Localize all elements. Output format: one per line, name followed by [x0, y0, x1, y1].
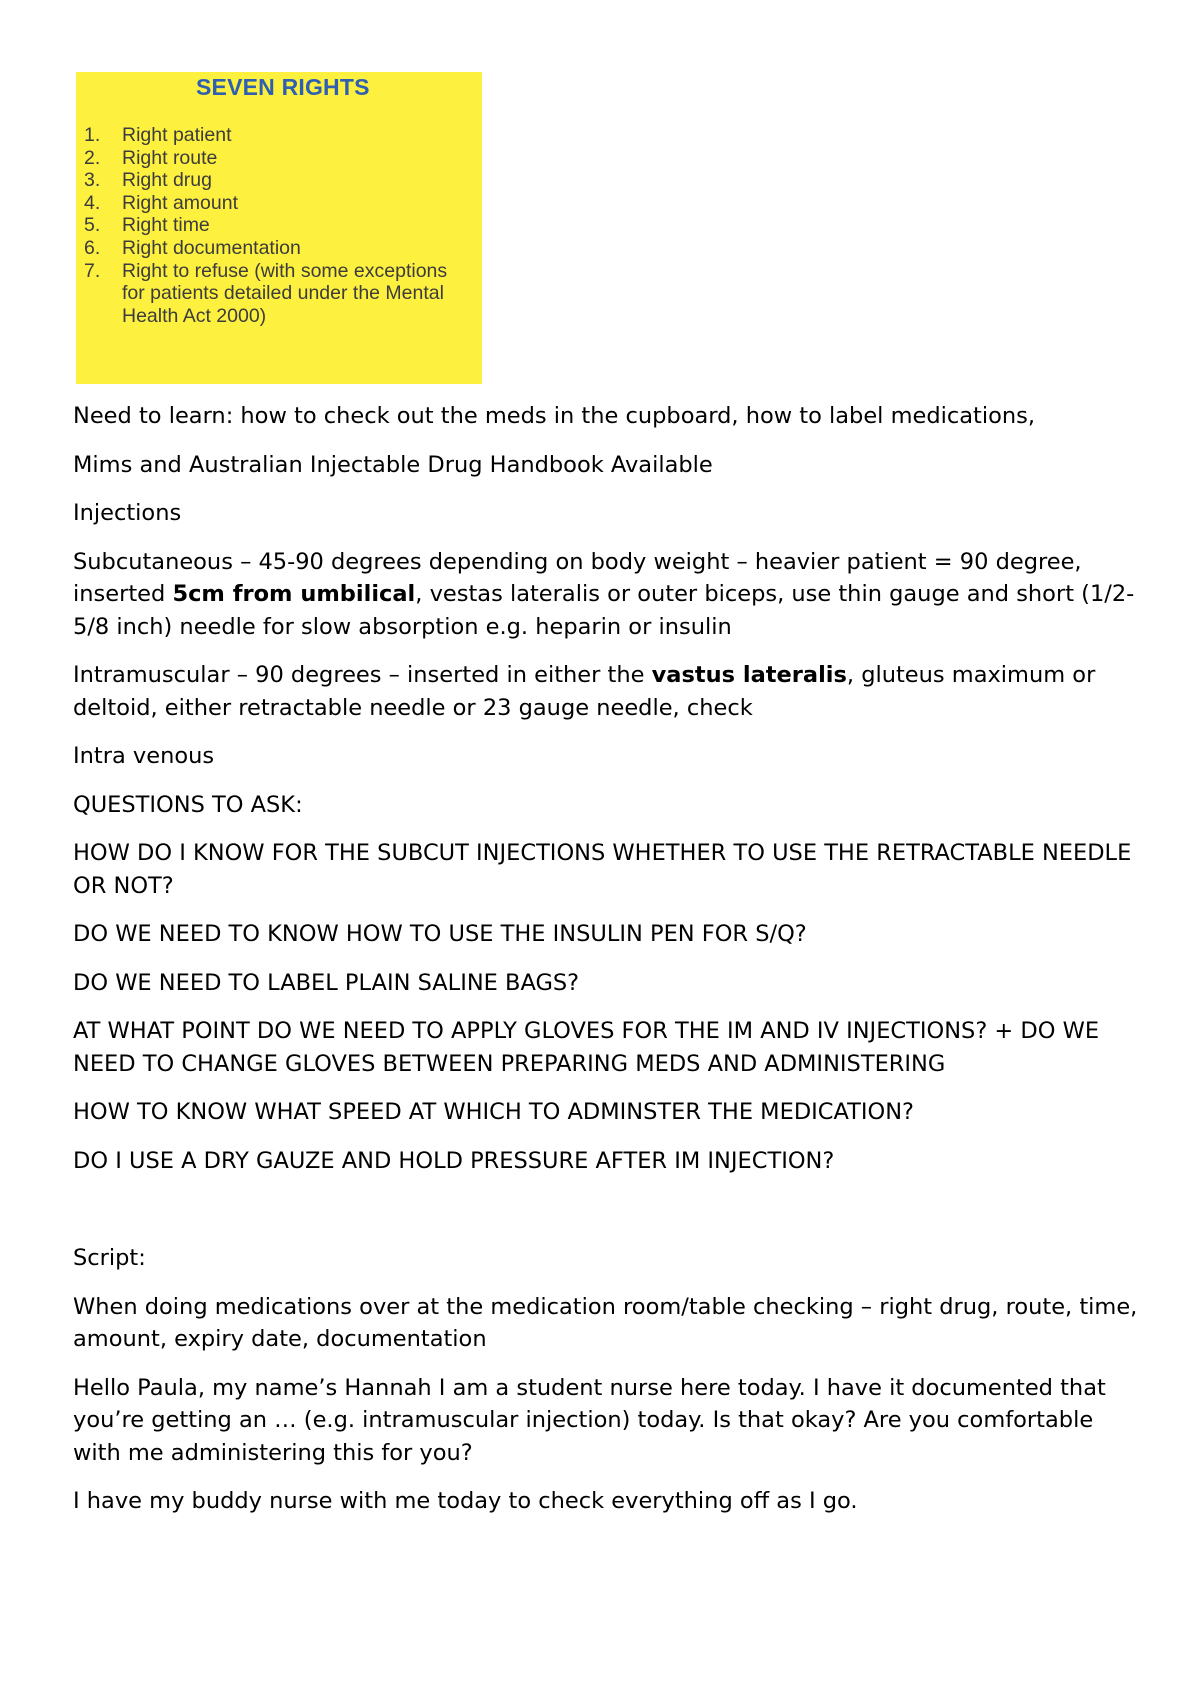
seven-rights-list: [84, 124, 474, 327]
question-item: AT WHAT POINT DO WE NEED TO APPLY GLOVES FOR THE IM AND IV INJECTIONS? + DO WE NEED TO CHANGE GLOVES BETWEEN PREPARING MEDS AND ADMINISTERING: [73, 1018, 1100, 1077]
script-paragraph: When doing medications over at the medication room/table checking – right drug, route, time, amount, expiry date, documentation: [73, 1293, 1138, 1352]
question-item: HOW TO KNOW WHAT SPEED AT WHICH TO ADMINSTER THE MEDICATION?: [73, 1099, 914, 1125]
rights-list-item: 6. Right documentation: [84, 236, 301, 259]
rights-list-item: 4. Right amount: [84, 191, 238, 214]
subcutaneous-note: Subcutaneous – 45-90 degrees depending on body weight – heavier patient = 90 degree, inserted 5cm from umbilical, vestas lateralis or outer biceps, use thin gauge and short (1/2-5/8 inch) needle for slow absorption e.g. heparin or insulin: [73, 548, 1135, 640]
question-item: DO I USE A DRY GAUZE AND HOLD PRESSURE AFTER IM INJECTION?: [73, 1147, 835, 1174]
rights-list-item: 3. Right drug: [84, 169, 212, 192]
rights-list-item: 7. Right to refuse (with some exceptions for patients detailed under the Mental Health Act 2000): [84, 259, 448, 327]
rights-list-item: 5. Right time: [84, 214, 210, 237]
question-item: HOW DO I KNOW FOR THE SUBCUT INJECTIONS WHETHER TO USE THE RETRACTABLE NEEDLE OR NOT?: [73, 840, 1132, 899]
intramuscular-note: Intramuscular – 90 degrees – inserted in either the vastus lateralis, gluteus maximum or deltoid, either retractable needle or 23 gauge needle, check: [73, 662, 1096, 721]
rights-list-item: 2. Right route: [84, 146, 218, 169]
blank-line: [73, 1193, 1143, 1242]
resources-note: Mims and Australian Injectable Drug Handbook Available: [73, 451, 713, 478]
subcut-site-emphasis: 5cm from umbilical: [172, 581, 416, 607]
script-paragraph: I have my buddy nurse with me today to check everything off as I go.: [73, 1488, 858, 1514]
seven-rights-title: SEVEN RIGHTS: [196, 74, 370, 100]
rights-list-item: 1. Right patient: [84, 124, 232, 146]
script-paragraph: Hello Paula, my name’s Hannah I am a student nurse here today. I have it documented that you’re getting an … (e.g. intramuscular injection) today. Is that okay? Are you comfortable with me administering this for you?: [73, 1374, 1106, 1466]
question-item: DO WE NEED TO LABEL PLAIN SALINE BAGS?: [73, 969, 580, 996]
document-body: [73, 400, 1143, 1534]
need-to-learn-note: Need to learn: how to check out the meds in the cupboard, how to label medications,: [73, 403, 1036, 429]
im-site-emphasis: vastus lateralis: [651, 662, 847, 688]
injections-heading: Injections: [73, 500, 182, 526]
questions-heading: QUESTIONS TO ASK:: [73, 791, 303, 818]
script-heading: Script:: [73, 1245, 146, 1271]
question-item: DO WE NEED TO KNOW HOW TO USE THE INSULIN PEN FOR S/Q?: [73, 921, 807, 947]
intravenous-heading: Intra venous: [73, 743, 215, 769]
seven-rights-image: [76, 72, 482, 384]
